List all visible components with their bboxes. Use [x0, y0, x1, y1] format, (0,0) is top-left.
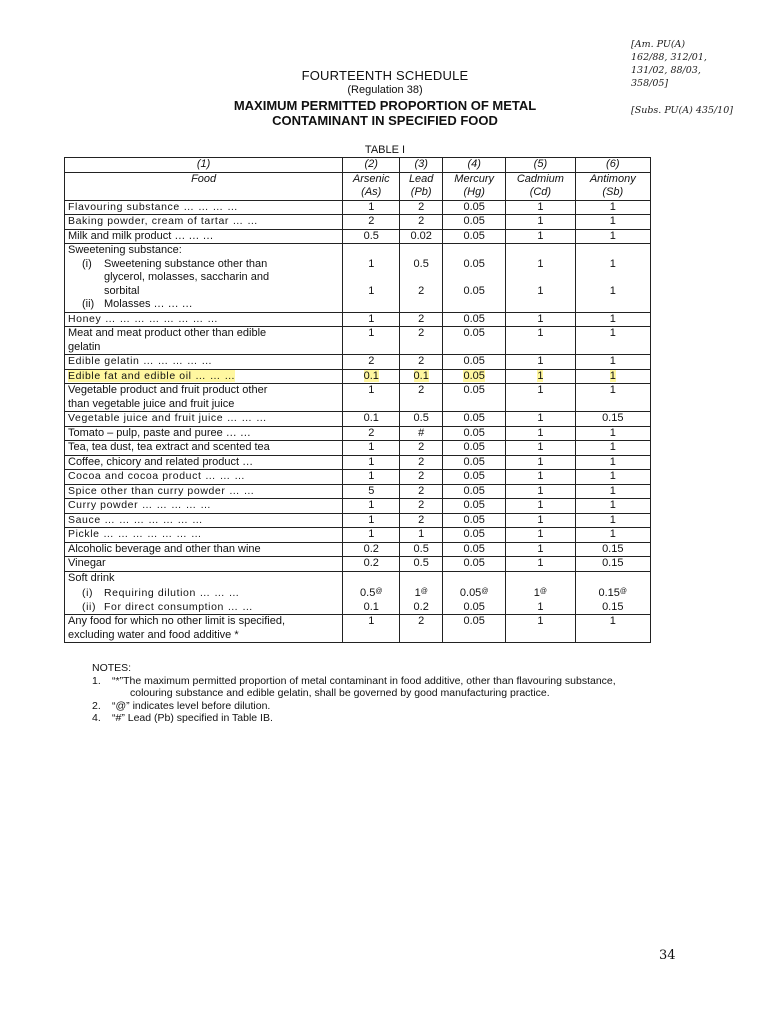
table-row: [65, 484, 651, 499]
food-line: excluding water and food additive *: [68, 628, 239, 641]
lead-value: 1: [414, 587, 421, 599]
antimony-value: 1: [575, 384, 650, 412]
lead-value: 2: [418, 284, 425, 297]
table-row: [65, 312, 651, 327]
title-line-1: MAXIMUM PERMITTED PROPORTION OF METAL: [233, 98, 537, 113]
lead-value: 0.5: [400, 412, 443, 427]
arsenic-value: 1: [343, 470, 400, 485]
column-header-cadmium: [506, 172, 575, 200]
lead-value: #: [400, 426, 443, 441]
food-line: Vegetable product and fruit product other: [68, 384, 268, 396]
antimony-value: 1: [575, 499, 650, 514]
lead-value: 0.5: [413, 257, 429, 270]
arsenic-value: 1: [343, 384, 400, 412]
column-symbol: (Hg): [463, 186, 485, 198]
mercury-value: 0.05: [443, 312, 506, 327]
mercury-value: 0.05: [443, 557, 506, 572]
arsenic-value: 0.1: [363, 369, 379, 382]
food-cell: Flavouring substance … … … …: [65, 200, 343, 215]
mercury-value: 0.05: [443, 384, 506, 412]
arsenic-value: 1: [343, 200, 400, 215]
arsenic-value: 2: [343, 426, 400, 441]
antimony-value: 1: [575, 470, 650, 485]
antimony-value: 1: [575, 229, 650, 244]
arsenic-value: 1: [343, 455, 400, 470]
table-row: [65, 557, 651, 572]
lead-value: 2: [400, 513, 443, 528]
substitution-note: [Subs. PU(A) 435/10]: [631, 105, 733, 116]
antimony-value: 0.15: [598, 587, 620, 599]
contaminant-table: [64, 157, 651, 643]
mercury-value: 0.05: [443, 215, 506, 230]
note-text: “@” indicates level before dilution.: [112, 699, 271, 712]
cadmium-value: 1: [506, 455, 575, 470]
mercury-value: 0.05: [443, 615, 506, 643]
mercury-value: 0.05: [443, 412, 506, 427]
cadmium-value: 1: [533, 587, 540, 599]
lead-value: 0.2: [413, 600, 429, 613]
note-text: colouring substance and edible gelatin, shall be governed by good manufacturing practice.: [130, 687, 550, 699]
cadmium-value: 1: [537, 600, 544, 613]
arsenic-value: 1: [343, 615, 400, 643]
title-line-2: CONTAMINANT IN SPECIFIED FOOD: [272, 113, 498, 128]
food-cell: Coffee, chicory and related product …: [65, 455, 343, 470]
column-number: (6): [575, 158, 650, 173]
food-cell: Curry powder … … … … …: [65, 499, 343, 514]
column-number: (4): [443, 158, 506, 173]
lead-value: 0.02: [400, 229, 443, 244]
cadmium-value: 1: [506, 412, 575, 427]
mercury-value: 0.05: [443, 229, 506, 244]
food-cell: [65, 384, 343, 412]
cadmium-value: 1: [506, 557, 575, 572]
food-line: Any food for which no other limit is specified,: [68, 615, 286, 627]
sweetening-heading: Sweetening substance:: [68, 244, 182, 256]
column-number: (3): [400, 158, 443, 173]
food-cell: Honey … … … … … … … …: [65, 312, 343, 327]
cadmium-value: 1: [506, 542, 575, 557]
food-cell: Vinegar: [65, 557, 343, 572]
food-cell: Edible gelatin … … … … …: [65, 355, 343, 370]
food-line: than vegetable juice and fruit juice: [68, 397, 235, 410]
column-symbol: (Cd): [529, 186, 552, 198]
cadmium-value: 1: [506, 615, 575, 643]
column-header-row: [65, 172, 651, 200]
column-name: Arsenic: [352, 172, 390, 185]
food-cell: Alcoholic beverage and other than wine: [65, 542, 343, 557]
lead-value: 2: [400, 484, 443, 499]
note-number: 1.: [92, 674, 101, 687]
table-row: [65, 470, 651, 485]
food-cell: Spice other than curry powder … …: [65, 484, 343, 499]
note-number: 4.: [92, 712, 101, 724]
dilution-mark: @: [539, 588, 548, 595]
mercury-value: 0.05: [459, 587, 482, 599]
arsenic-value: 1: [343, 499, 400, 514]
lead-value: 2: [400, 355, 443, 370]
antimony-value: 0.15: [602, 600, 624, 613]
lead-value: 2: [400, 215, 443, 230]
arsenic-value: 2: [343, 355, 400, 370]
cadmium-value: 1: [506, 229, 575, 244]
table-row-highlighted: [65, 369, 651, 384]
cadmium-value: 1: [537, 257, 544, 270]
arsenic-value: 1: [343, 441, 400, 456]
arsenic-value: 1: [343, 312, 400, 327]
note-text: “#” Lead (Pb) specified in Table IB.: [112, 712, 273, 724]
cadmium-value: 1: [506, 384, 575, 412]
food-cell: [65, 244, 343, 313]
mercury-value: 0.05: [443, 470, 506, 485]
antimony-value: 1: [575, 426, 650, 441]
food-cell: [65, 369, 343, 384]
mercury-value: 0.05: [443, 499, 506, 514]
amendment-line: 358/05]: [631, 78, 669, 89]
table-row-sweetening: [65, 244, 651, 313]
column-number-row: [65, 158, 651, 173]
arsenic-value: 1: [368, 257, 375, 270]
arsenic-value: 1: [368, 284, 375, 297]
arsenic-value: 0.5: [343, 229, 400, 244]
arsenic-value: 2: [343, 215, 400, 230]
antimony-value: 0.15: [575, 542, 650, 557]
lead-value: 2: [400, 455, 443, 470]
dilution-mark: @: [375, 588, 383, 595]
antimony-value: 1: [575, 615, 650, 643]
sub-item-label: (ii): [82, 298, 95, 310]
antimony-value: 1: [575, 200, 650, 215]
arsenic-value: 0.1: [343, 412, 400, 427]
arsenic-value: 0.1: [363, 600, 379, 613]
table-row: [65, 412, 651, 427]
column-name: Antimony: [589, 172, 636, 185]
mercury-value: 0.05: [463, 284, 485, 297]
column-symbol: (Pb): [410, 186, 432, 198]
cadmium-value: 1: [506, 441, 575, 456]
lead-value: 0.5: [400, 542, 443, 557]
sub-item-label: (i): [82, 587, 94, 599]
regulation-ref: (Regulation 38): [347, 84, 423, 96]
column-header-arsenic: [343, 172, 400, 200]
column-header-lead: [400, 172, 443, 200]
table-row: [65, 229, 651, 244]
antimony-value: 1: [609, 369, 616, 382]
table-row: [65, 513, 651, 528]
dilution-mark: @: [481, 588, 489, 595]
antimony-value: 1: [575, 441, 650, 456]
amendment-line: [Am. PU(A): [631, 39, 686, 50]
lead-value: 1: [400, 528, 443, 543]
column-name: Food: [191, 172, 217, 185]
antimony-value: 1: [575, 312, 650, 327]
food-cell: Tea, tea dust, tea extract and scented tea: [65, 441, 343, 456]
lead-value: 2: [400, 499, 443, 514]
food-cell: Tomato – pulp, paste and puree … …: [65, 426, 343, 441]
dilution-mark: @: [420, 588, 428, 595]
sub-item-text: sorbital: [104, 284, 140, 297]
notes-section: [92, 662, 692, 725]
column-number: (5): [506, 158, 575, 173]
antimony-value: 1: [575, 355, 650, 370]
arsenic-value: 1: [343, 513, 400, 528]
column-header-mercury: [443, 172, 506, 200]
arsenic-value: 0.2: [343, 557, 400, 572]
table-row: [65, 200, 651, 215]
lead-value: 0.1: [413, 369, 429, 382]
food-cell: Pickle … … … … … … …: [65, 528, 343, 543]
cadmium-value: 1: [506, 355, 575, 370]
table-row: [65, 499, 651, 514]
antimony-value: 1: [575, 528, 650, 543]
column-name: Cadmium: [516, 172, 564, 185]
cadmium-value: 1: [506, 528, 575, 543]
antimony-value: 1: [575, 513, 650, 528]
arsenic-value: 0.5: [360, 587, 376, 599]
arsenic-value: 5: [343, 484, 400, 499]
lead-value: 2: [400, 312, 443, 327]
column-header-antimony: [575, 172, 650, 200]
mercury-value: 0.05: [443, 528, 506, 543]
table-row: [65, 215, 651, 230]
column-header-food: [65, 172, 343, 200]
column-symbol: (As): [361, 186, 382, 198]
food-cell: Baking powder, cream of tartar … …: [65, 215, 343, 230]
mercury-value: 0.05: [463, 257, 485, 270]
lead-value: 2: [400, 327, 443, 355]
sub-item-text: For direct consumption … …: [104, 600, 254, 613]
antimony-value: 0.15: [575, 557, 650, 572]
table-row: [65, 441, 651, 456]
cadmium-value: 1: [506, 327, 575, 355]
column-name: Lead: [408, 172, 434, 185]
amendment-line: 162/88, 312/01,: [631, 52, 707, 63]
antimony-value: 1: [609, 257, 616, 270]
cadmium-value: 1: [506, 215, 575, 230]
schedule-title: FOURTEENTH SCHEDULE: [301, 68, 469, 83]
cadmium-value: 1: [506, 470, 575, 485]
food-cell: Vegetable juice and fruit juice … … …: [65, 412, 343, 427]
food-line: gelatin: [68, 340, 101, 353]
cadmium-value: 1: [506, 484, 575, 499]
note-text: “*”The maximum permitted proportion of metal contaminant in food additive, other than flavouring substance,: [112, 674, 616, 687]
soft-drink-heading: Soft drink: [68, 571, 115, 584]
cadmium-value: 1: [506, 426, 575, 441]
cadmium-value: 1: [537, 284, 544, 297]
mercury-value: 0.05: [443, 441, 506, 456]
amendment-line: 131/02, 88/03,: [631, 65, 701, 76]
mercury-value: 0.05: [443, 542, 506, 557]
antimony-value: 1: [575, 484, 650, 499]
table-row: [65, 615, 651, 643]
food-cell: [65, 327, 343, 355]
arsenic-value: 0.2: [343, 542, 400, 557]
sub-item-text: Requiring dilution … … …: [104, 587, 240, 599]
lead-value: 0.5: [400, 557, 443, 572]
sub-item-text: glycerol, molasses, saccharin and: [104, 271, 270, 283]
lead-value: 2: [400, 384, 443, 412]
antimony-value: 1: [609, 284, 616, 297]
food-cell: [65, 571, 343, 615]
dilution-mark: @: [619, 588, 628, 595]
table-row: [65, 426, 651, 441]
table-row: [65, 384, 651, 412]
table-label: TABLE I: [364, 144, 406, 156]
column-name: Mercury: [454, 172, 495, 185]
cadmium-value: 1: [506, 499, 575, 514]
page-title: [210, 98, 560, 128]
arsenic-value: 1: [343, 528, 400, 543]
food-cell: Sauce … … … … … … …: [65, 513, 343, 528]
lead-value: 2: [400, 200, 443, 215]
mercury-value: 0.05: [443, 484, 506, 499]
mercury-value: 0.05: [443, 327, 506, 355]
column-symbol: (Sb): [602, 186, 624, 198]
antimony-value: 1: [575, 215, 650, 230]
mercury-value: 0.05: [443, 426, 506, 441]
page-number: 34: [659, 948, 676, 963]
food-cell: Cocoa and cocoa product … … …: [65, 470, 343, 485]
notes-heading: NOTES:: [92, 662, 132, 674]
table-row-soft-drink: [65, 571, 651, 615]
column-number: (1): [65, 158, 343, 173]
mercury-value: 0.05: [443, 455, 506, 470]
table-row: [65, 455, 651, 470]
table-row: [65, 327, 651, 355]
mercury-value: 0.05: [463, 600, 485, 613]
lead-value: 2: [400, 441, 443, 456]
sub-item-text: Sweetening substance other than: [104, 257, 268, 270]
antimony-value: 0.15: [575, 412, 650, 427]
table-row: [65, 528, 651, 543]
amendment-note: [631, 38, 751, 117]
food-line: Meat and meat product other than edible: [68, 327, 267, 339]
sub-item-label: (ii): [82, 600, 97, 613]
mercury-value: 0.05: [443, 355, 506, 370]
lead-value: 2: [400, 470, 443, 485]
cadmium-value: 1: [506, 200, 575, 215]
sub-item-text: Molasses … … …: [104, 298, 193, 310]
mercury-value: 0.05: [463, 369, 485, 382]
food-cell: Milk and milk product … … …: [65, 229, 343, 244]
table-row: [65, 542, 651, 557]
cadmium-value: 1: [506, 513, 575, 528]
column-number: (2): [343, 158, 400, 173]
note-number: 2.: [92, 699, 101, 712]
mercury-value: 0.05: [443, 513, 506, 528]
sub-item-label: (i): [82, 257, 92, 270]
cadmium-value: 1: [506, 312, 575, 327]
antimony-value: 1: [575, 327, 650, 355]
mercury-value: 0.05: [443, 200, 506, 215]
table-row: [65, 355, 651, 370]
cadmium-value: 1: [537, 369, 544, 382]
antimony-value: 1: [575, 455, 650, 470]
food-cell: [65, 615, 343, 643]
arsenic-value: 1: [343, 327, 400, 355]
lead-value: 2: [400, 615, 443, 643]
highlighted-text: Edible fat and edible oil … … …: [68, 369, 236, 382]
